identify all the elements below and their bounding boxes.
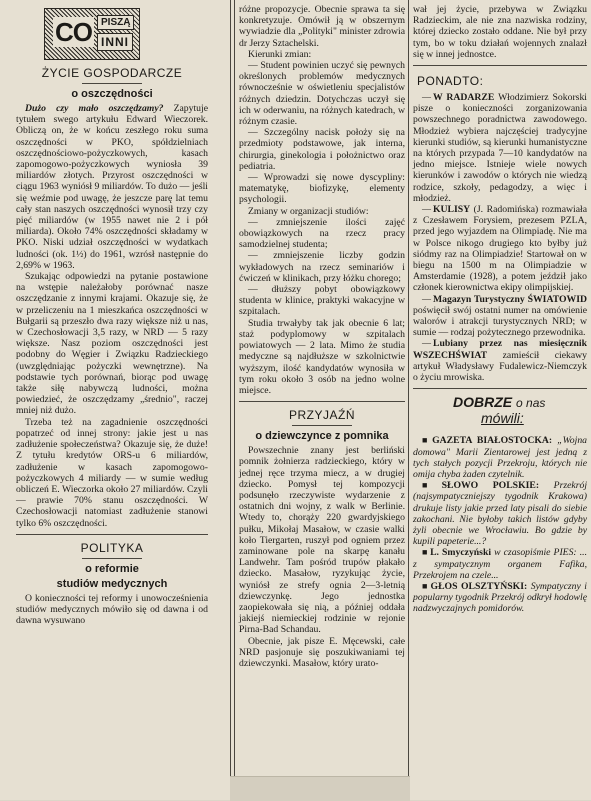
article-paragraph: Kierunki zmian: bbox=[248, 48, 312, 60]
square-bullet-icon: ■ bbox=[422, 435, 431, 446]
column-rule bbox=[230, 0, 231, 800]
divider bbox=[239, 401, 405, 402]
square-bullet-icon: ■ bbox=[422, 547, 429, 558]
praise-item: ■ GAZETA BIAŁOSTOCKA: „Wojna domowa" Marii Zientarowej jest jedną z tych stałych pozycji Przekroju, których nie omija chyba żaden czytelnik. bbox=[413, 435, 588, 480]
section-subtitle: o oszczędności bbox=[71, 88, 153, 100]
square-bullet-icon: ■ bbox=[422, 480, 440, 491]
section-title: POLITYKA bbox=[80, 540, 144, 555]
article-paragraph: — dłuższy pobyt obowiązkowy studenta w klinice, praktyki wakacyjne w szpitalach. bbox=[239, 284, 405, 318]
section-title: ŻYCIE GOSPODARCZE bbox=[41, 66, 183, 80]
section-title: PONADTO: bbox=[417, 74, 484, 89]
ponadto-item: — Lubiany przez nas miesięcznik WSZECHŚWIAT zamieścił ciekawy artykuł Władysławy Fudalewicz-Niemczyk o życiu mrowiska. bbox=[413, 338, 587, 384]
logo-inni-text: INNI bbox=[97, 33, 133, 51]
article-paragraph: Powszechnie znany jest berliński pomnik żołnierza radzieckiego, który w jednej ręce trzyma miecz, a w drugiej dziecko. Pomysł tej kompozycji podsunęło rzeczywiste wydarzenie z ostatnich dni wojny, z walk w Berlinie. Wtedy to, chorąży 220 gwardyjskiego pułku, Mikołaj Masałow, w czasie walki koło Tiergarten, ruszył pod ogniem przez zaminowane pole na skarpę kanału Landwehr. Tam pośród trupów płakało dziecko. Masałow, ryzykując życie, wyniósł ze strefy ognia 2—3-letnią dziewczynkę. Jego jednostka zaopiekowała się nią, a później oddała jakiejś niemieckiej rodzinie w rejonie Pirna-Bad Schandau. bbox=[239, 445, 405, 636]
logo-co-text: CO bbox=[55, 17, 92, 47]
praise-item: ■ SŁOWO POLSKIE: Przekrój (najsympatyczniejszy tygodnik Krakowa) drukuje listy jakie przed laty pisali do siebie zakochani. Nie byłoby takich listów gdyby żyli obecnie we Wrocławiu. Bo gdzie by kupili papeterie...? bbox=[413, 480, 588, 548]
article-paragraph: Trzeba też na zagadnienie oszczędności popatrzeć od innej strony: jakie jest u nas zadłużenie społeczeństwa? Okazuje się, że duże! Z tytułu kredytów ORS-u 6 miliardów, zadłużenie w kasach zapomogowo-pożyczkowych 4 miliardy — w sumie według obliczeń E. Wieczorka około 27 miliardów. Czyli — prawie 70% stanu oszczędności. W Czechosłowacji natomiast zadłużenie stanowi tylko 6% oszczędności. bbox=[16, 416, 208, 529]
dobrze-o-nas-mowili-heading: DOBRZE o nas mówili: bbox=[453, 394, 546, 427]
article-paragraph: różne propozycje. Obecnie sprawa ta się konkretyzuje. Omówił ją w obszernym wywiadzie dla „Polityki" minister zdrowia dr Jerzy Sztachelski. bbox=[239, 4, 405, 49]
praise-item: ■ GŁOS OLSZTYŃSKI: Sympatyczny i popularny tygodnik Przekrój odkrył hodowlę nadzwyczajnych pomidorów. bbox=[413, 580, 587, 615]
divider bbox=[82, 558, 142, 559]
article-paragraph: Studia trwałyby tak jak obecnie 6 lat; staż podyplomowy w szpitalach powiatowych — 2 lata. Mimo że studia medyczne są najdłuższe w szkolnictwie wyższym, ilość kandydatów wynosiła w tym roku około 3 osób na jedno wolne miejsce. bbox=[239, 317, 405, 396]
article-paragraph: Dużo czy mało oszczędzamy? Zapytuje tytułem swego artykułu Edward Wieczorek. Obliczą on, że w końcu zeszłego roku suma oszczędności w PKO, spółdzielniach oszczędnościowo-pożyczkowych, kasach zapomogowo-pożyczkowych wyniosła 39 miliardów złotych. Przyrost oszczędności w ciągu 1963 wyniósł 9 miliardów. To dużo — jeśli się weźmie pod uwagę, że jeszcze parę lat temu cały stan naszych oszczędności wynosił trzy czy pięć miliardów (w 1955 nawet nie 2 i pół miliarda). Około 74% oszczędności składamy w PKO. Niski udział oszczędności w wydatkach ludności (ok. 1½) do 1961, wzrósł następnie do 2,69% w 1963. bbox=[16, 103, 208, 271]
article-paragraph: wał jej życie, przebywa w Związku Radzieckim, ale nie zna nazwiska rodziny, której dziecko zostało oddane. Nie był przy tym, bo w toku działań wojennych znalazł się w innej jednostce. bbox=[413, 4, 587, 60]
column-rule bbox=[408, 0, 409, 800]
ponadto-item: — Magazyn Turystyczny ŚWIATOWID poświęcił swój ostatni numer na omówienie walorów i atrakcji turystycznych NRD; w sumie — rodzaj pożytecznego przewodnika. bbox=[413, 293, 587, 339]
article-paragraph: — Wprowadzi się nowe dyscypliny: matematykę, biofizykę, elementy psychologii. bbox=[239, 172, 405, 206]
co-pisza-inni-logo bbox=[44, 8, 140, 60]
column-right bbox=[411, 0, 589, 800]
article-paragraph: Obecnie, jak pisze E. Męcewski, całe NRD pasjonuje się poszukiwaniami tej dziewczynki. Masałow, który urato- bbox=[239, 635, 405, 669]
divider bbox=[292, 425, 352, 426]
article-paragraph: — zmniejszenie liczby godzin wykładowych na rzecz seminariów i ćwiczeń w klinikach, przy łóżku chorego; bbox=[239, 250, 405, 284]
article-paragraph: — Student powinien uczyć się pewnych określonych problemów medycznych równocześnie w oświetleniu specjalistów różnych dziedzin. Dotychczas uczył się ich w oderwaniu, na różnych katedrach, w różnym czasie. bbox=[239, 60, 405, 128]
column-left bbox=[14, 0, 210, 800]
column-rule bbox=[234, 0, 235, 800]
article-paragraph: Szukając odpowiedzi na pytanie postawione na wstępie należałoby porównać nasze oszczędzanie z innymi krajami. Okazuje się, że w przeliczeniu na 1 mieszkańca oszczędności w Bułgarii są przeszło dwa razy większe niż u nas, w Czechosłowacji 3,5 razy, w NRD — 5 razy większe. Nasz poziom oszczędności jest podobny do Węgier i Związku Radzieckiego (uwzględniając pożyczki wewnętrzne). Na podstawie tych porównań, biorąc pod uwagę także siłę nabywczą ludności, można powiedzieć, że oszczędzamy „średnio", raczej mniej niż dużo. bbox=[16, 271, 208, 417]
ponadto-item: — KULISY (J. Radomińska) rozmawiała z Czesławem Forysiem, prezesem PZLA, przed jego wyjazdem na Olimpiadę. Nie ma w Polsce nikogo drugiego kto byłby już siódmy raz na Olimpiadzie! Startował on w biegu na 1500 m na Olimpiadzie w Amsterdamie (1928), a potem jeździł jako członek kierownictwa ekipy olimpijskiej. bbox=[413, 204, 587, 294]
article-paragraph: O konieczności tej reformy i unowocześnienia studiów medycznych mówiło się od dawna i od dawna wysuwano bbox=[16, 592, 208, 627]
divider bbox=[413, 388, 587, 389]
section-subtitle: o reformie bbox=[85, 562, 139, 575]
section-title: PRZYJAŹŃ bbox=[288, 408, 355, 423]
divider bbox=[82, 83, 142, 84]
section-subtitle: studiów medycznych bbox=[56, 577, 168, 590]
square-bullet-icon: ■ bbox=[422, 580, 429, 591]
article-paragraph: — zmniejszenie ilości zajęć obowiązkowych na rzecz pracy samodzielnej studenta; bbox=[239, 216, 405, 251]
section-subtitle: o dziewczynce z pomnika bbox=[255, 430, 389, 443]
divider bbox=[413, 65, 587, 66]
column-middle bbox=[237, 0, 407, 800]
logo-pisza-text: PISZĄ bbox=[97, 15, 134, 30]
article-paragraph: Zmiany w organizacji studiów: bbox=[248, 205, 369, 217]
article-paragraph: — Szczególny nacisk położy się na przedmioty podstawowe, jak interna, chirurgia, ginekologia i położnictwo oraz pediatria. bbox=[239, 127, 405, 172]
ponadto-item: — W RADARZE Włodzimierz Sokorski pisze o konieczności zorganizowania powszechnego poradnictwa zawodowego. Młodzież wybiera najczęściej tradycyjne kierunki studiów, są kierunki humanistyczne na których przypada 7—10 kandydatów na jedno miejsce. Istnieje wiele nowych kierunków i zawodów o których nie wiedzą rodzice, szkoły, pedagodzy, a więc i młodzież. bbox=[413, 92, 587, 204]
divider bbox=[16, 534, 208, 535]
praise-item: ■ L. Smyczyński w czasopiśmie PIES: ... z sympatycznym organem Fafika, Przekrojem na czele... bbox=[413, 547, 587, 581]
